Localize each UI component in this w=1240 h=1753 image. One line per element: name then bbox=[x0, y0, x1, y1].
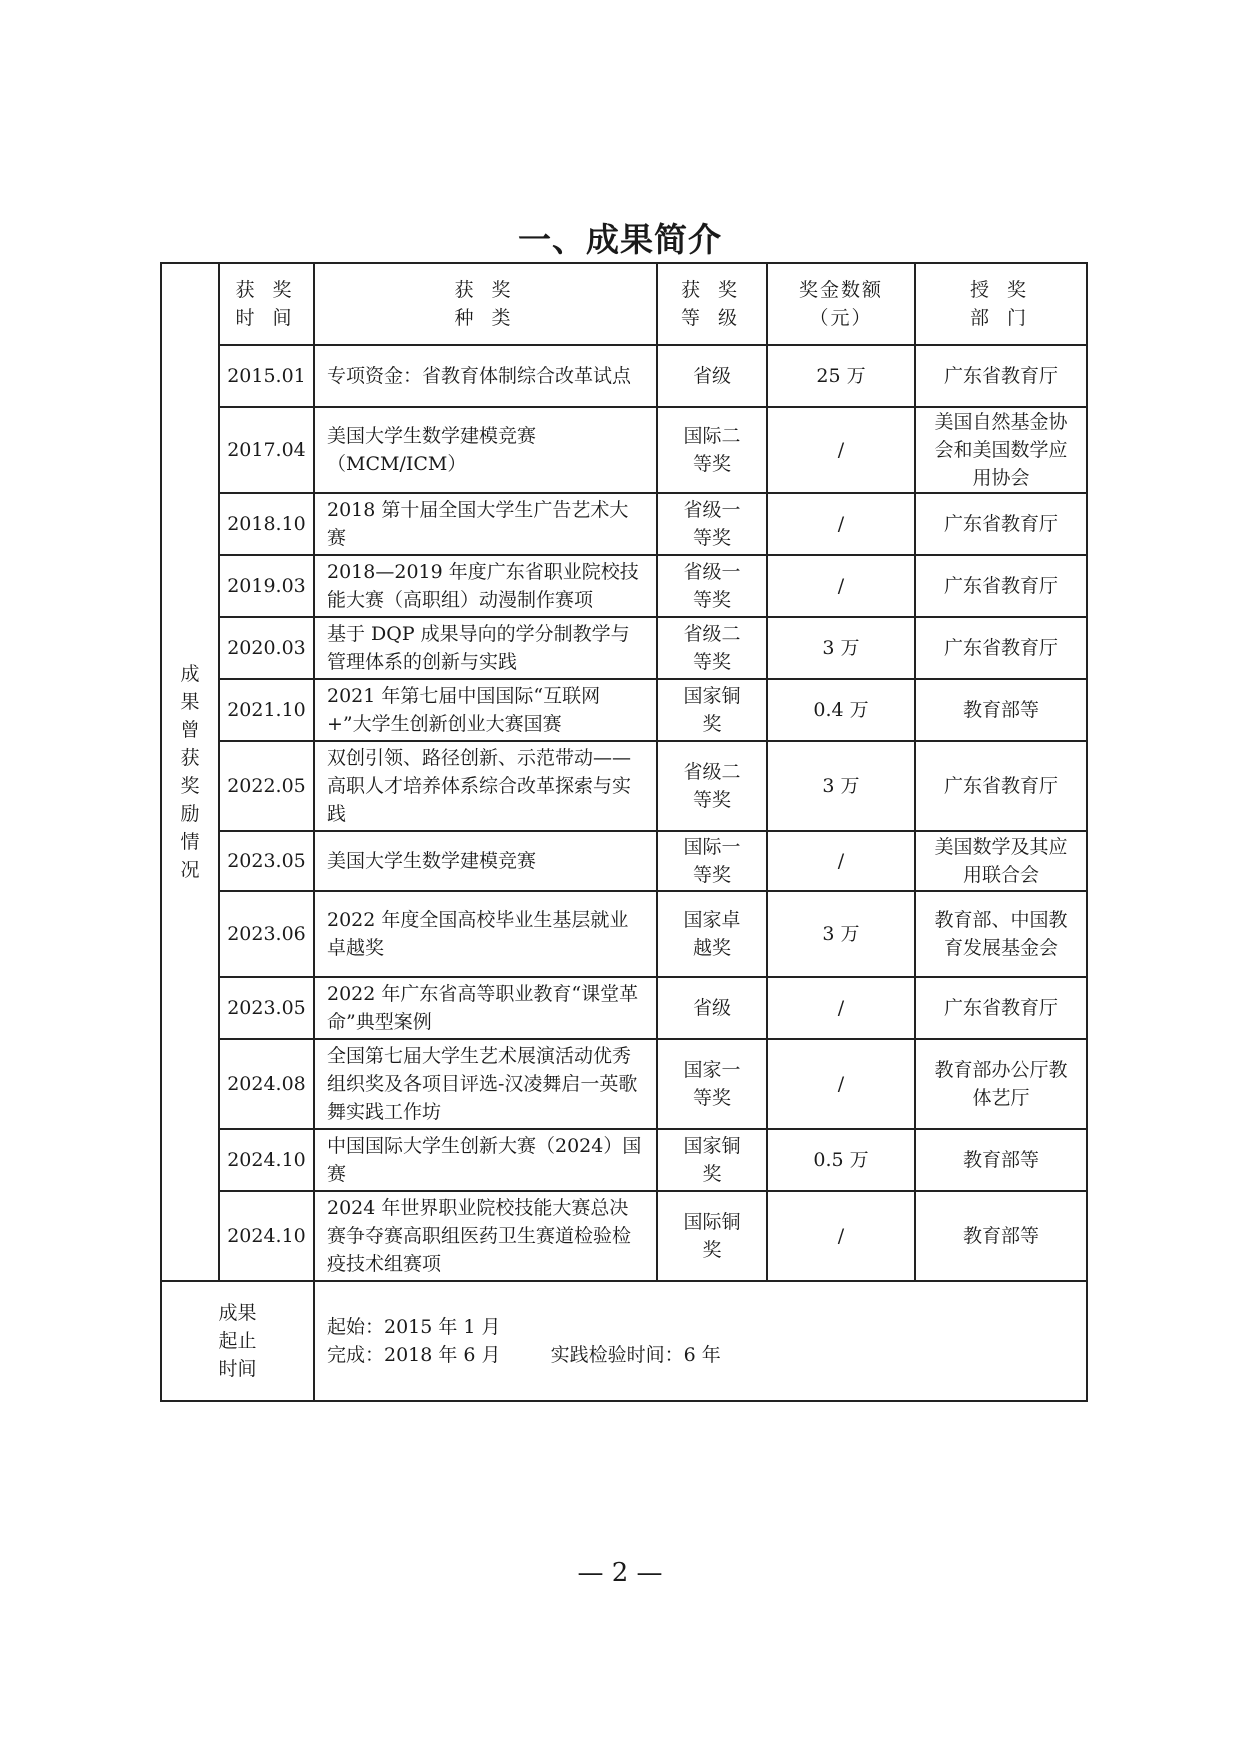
award-dept: 广东省教育厅 bbox=[915, 345, 1087, 407]
award-category: 2022 年广东省高等职业教育“课堂革命”典型案例 bbox=[314, 977, 657, 1039]
award-category: 2024 年世界职业院校技能大赛总决赛争夺赛高职组医药卫生赛道检验检疫技术组赛项 bbox=[314, 1191, 657, 1281]
period-values bbox=[314, 1281, 1087, 1401]
award-amount: 0.4 万 bbox=[767, 679, 915, 741]
table-row bbox=[161, 345, 1087, 407]
table-row bbox=[161, 1039, 1087, 1129]
award-time: 2023.05 bbox=[219, 831, 314, 891]
award-dept: 广东省教育厅 bbox=[915, 617, 1087, 679]
award-level: 国家卓越奖 bbox=[657, 891, 767, 977]
table-row bbox=[161, 741, 1087, 831]
header-dept: 授 奖 部 门 bbox=[915, 263, 1087, 345]
award-level: 国际二等奖 bbox=[657, 407, 767, 493]
side-label: 成果曾获奖励情况 bbox=[180, 663, 200, 881]
period-label: 成果起止时间 bbox=[218, 1302, 257, 1380]
award-level: 省级 bbox=[657, 345, 767, 407]
header-time: 获 奖 时 间 bbox=[219, 263, 314, 345]
award-dept: 广东省教育厅 bbox=[915, 493, 1087, 555]
award-dept: 教育部等 bbox=[915, 1129, 1087, 1191]
award-amount: / bbox=[767, 831, 915, 891]
table-row bbox=[161, 977, 1087, 1039]
award-category: 全国第七届大学生艺术展演活动优秀组织奖及各项目评选-汉凌舞启一英歌舞实践工作坊 bbox=[314, 1039, 657, 1129]
award-level: 省级二等奖 bbox=[657, 741, 767, 831]
award-category: 中国国际大学生创新大赛（2024）国赛 bbox=[314, 1129, 657, 1191]
header-level: 获 奖 等 级 bbox=[657, 263, 767, 345]
award-dept: 广东省教育厅 bbox=[915, 555, 1087, 617]
award-time: 2024.10 bbox=[219, 1129, 314, 1191]
table-row bbox=[161, 831, 1087, 891]
period-start: 起始：2015 年 1 月 bbox=[327, 1316, 501, 1338]
award-time: 2021.10 bbox=[219, 679, 314, 741]
award-dept: 教育部办公厅教体艺厅 bbox=[915, 1039, 1087, 1129]
period-end-line bbox=[327, 1341, 1086, 1369]
award-dept: 教育部、中国教育发展基金会 bbox=[915, 891, 1087, 977]
award-category: 2018—2019 年度广东省职业院校技能大赛（高职组）动漫制作赛项 bbox=[314, 555, 657, 617]
award-time: 2019.03 bbox=[219, 555, 314, 617]
table-row bbox=[161, 555, 1087, 617]
award-category: 2021 年第七届中国国际“互联网+”大学生创新创业大赛国赛 bbox=[314, 679, 657, 741]
award-category: 2022 年度全国高校毕业生基层就业卓越奖 bbox=[314, 891, 657, 977]
award-category: 美国大学生数学建模竞赛（MCM/ICM） bbox=[314, 407, 657, 493]
award-level: 省级二等奖 bbox=[657, 617, 767, 679]
award-amount: / bbox=[767, 555, 915, 617]
award-dept: 教育部等 bbox=[915, 1191, 1087, 1281]
award-level: 国家铜奖 bbox=[657, 1129, 767, 1191]
table-row bbox=[161, 1191, 1087, 1281]
award-level: 省级一等奖 bbox=[657, 555, 767, 617]
award-dept: 教育部等 bbox=[915, 679, 1087, 741]
award-table bbox=[160, 262, 1088, 1402]
side-label-cell bbox=[161, 263, 219, 1281]
award-time: 2020.03 bbox=[219, 617, 314, 679]
award-dept: 美国数学及其应用联合会 bbox=[915, 831, 1087, 891]
header-category: 获 奖 种 类 bbox=[314, 263, 657, 345]
award-amount: 3 万 bbox=[767, 741, 915, 831]
award-time: 2024.10 bbox=[219, 1191, 314, 1281]
period-end: 完成：2018 年 6 月 bbox=[327, 1344, 501, 1366]
award-category: 2018 第十届全国大学生广告艺术大赛 bbox=[314, 493, 657, 555]
award-amount: / bbox=[767, 977, 915, 1039]
award-amount: / bbox=[767, 1191, 915, 1281]
award-time: 2023.05 bbox=[219, 977, 314, 1039]
award-category: 基于 DQP 成果导向的学分制教学与管理体系的创新与实践 bbox=[314, 617, 657, 679]
award-level: 国际铜奖 bbox=[657, 1191, 767, 1281]
header-row bbox=[161, 263, 1087, 345]
award-time: 2022.05 bbox=[219, 741, 314, 831]
award-level: 国家铜奖 bbox=[657, 679, 767, 741]
award-time: 2017.04 bbox=[219, 407, 314, 493]
award-amount: / bbox=[767, 407, 915, 493]
award-level: 国家一等奖 bbox=[657, 1039, 767, 1129]
award-amount: / bbox=[767, 1039, 915, 1129]
period-row bbox=[161, 1281, 1087, 1401]
award-dept: 美国自然基金协会和美国数学应用协会 bbox=[915, 407, 1087, 493]
award-category: 双创引领、路径创新、示范带动——高职人才培养体系综合改革探索与实践 bbox=[314, 741, 657, 831]
award-amount: 25 万 bbox=[767, 345, 915, 407]
award-category: 专项资金：省教育体制综合改革试点 bbox=[314, 345, 657, 407]
award-category: 美国大学生数学建模竞赛 bbox=[314, 831, 657, 891]
award-time: 2024.08 bbox=[219, 1039, 314, 1129]
award-level: 省级 bbox=[657, 977, 767, 1039]
table-row bbox=[161, 407, 1087, 493]
award-dept: 广东省教育厅 bbox=[915, 741, 1087, 831]
table-row bbox=[161, 617, 1087, 679]
award-level: 省级一等奖 bbox=[657, 493, 767, 555]
table-row bbox=[161, 891, 1087, 977]
award-amount: 3 万 bbox=[767, 617, 915, 679]
award-time: 2018.10 bbox=[219, 493, 314, 555]
table-row bbox=[161, 1129, 1087, 1191]
award-level: 国际一等奖 bbox=[657, 831, 767, 891]
award-amount: / bbox=[767, 493, 915, 555]
table-row bbox=[161, 493, 1087, 555]
award-amount: 0.5 万 bbox=[767, 1129, 915, 1191]
page-title: 一、成果简介 bbox=[518, 220, 722, 259]
award-time: 2023.06 bbox=[219, 891, 314, 977]
award-amount: 3 万 bbox=[767, 891, 915, 977]
award-dept: 广东省教育厅 bbox=[915, 977, 1087, 1039]
table-row bbox=[161, 679, 1087, 741]
period-practice: 实践检验时间：6 年 bbox=[550, 1344, 721, 1366]
page-number: — 2 — bbox=[577, 1558, 663, 1588]
period-label-cell bbox=[161, 1281, 314, 1401]
award-time: 2015.01 bbox=[219, 345, 314, 407]
header-amount: 奖金数额 （元） bbox=[767, 263, 915, 345]
